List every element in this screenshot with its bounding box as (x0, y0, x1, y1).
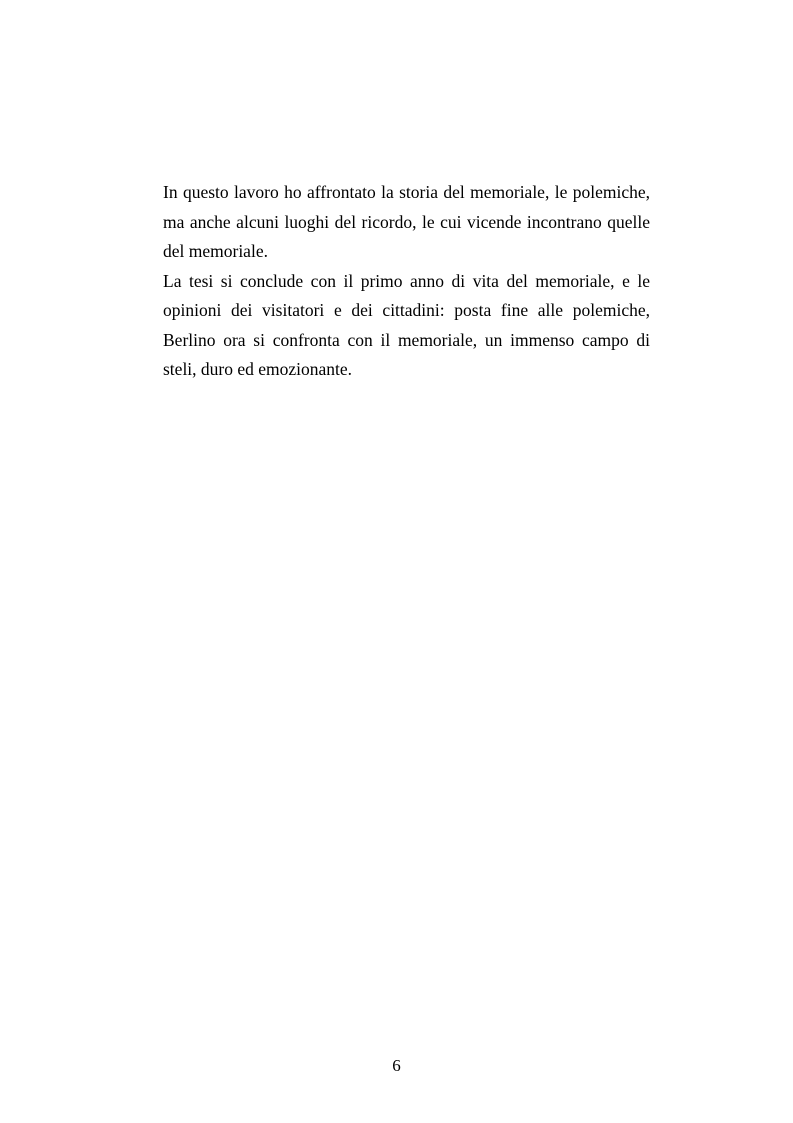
paragraph-2: La tesi si conclude con il primo anno di vita del memoriale, e le opinioni dei visitatori e dei cittadini: posta fine alle polemiche, Berlino ora si confronta con il memoriale, un immenso campo di steli, duro ed emozionante. (163, 270, 650, 379)
body-text (163, 178, 650, 385)
page-number: 6 (392, 1056, 401, 1075)
paragraph-1: In questo lavoro ho affrontato la storia del memoriale, le polemiche, ma anche alcuni luoghi del ricordo, le cui vicende incontrano quelle del memoriale. (163, 182, 650, 261)
